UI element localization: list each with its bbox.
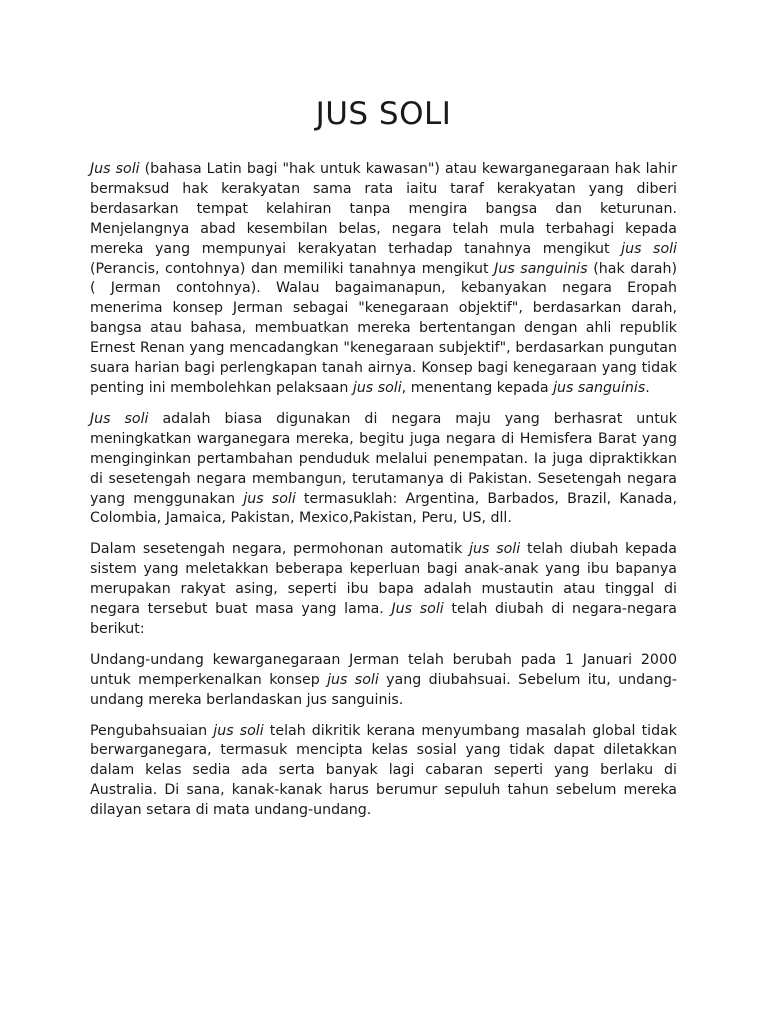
text-run: telah dikritik kerana menyumbang masalah global tidak berwarganegara, termasuk mencipta kelas sosial yang tidak dapat diletakkan dalam kelas sedia ada serta banyak lagi cabaran seperti yang berlaku di Australia. Di sana, kanak-kanak harus berumur sepuluh tahun sebelum mereka dilayan setara di mata undang-undang. [90, 722, 677, 819]
paragraph-1 [90, 160, 677, 399]
text-run: Undang-undang kewarganegaraan Jerman telah berubah pada 1 Januari 2000 untuk memperkenalkan konsep [90, 651, 677, 688]
paragraph-5 [90, 722, 677, 822]
italic-term: Jus soli [90, 410, 149, 427]
paragraph-4 [90, 651, 677, 711]
text-run: . [645, 379, 650, 396]
italic-term: Jus soli [391, 601, 444, 618]
document-body [90, 160, 677, 821]
document-title: JUS SOLI [315, 96, 452, 132]
text-run: Dalam sesetengah negara, permohonan automatik [90, 541, 470, 558]
italic-term: jus soli [327, 671, 379, 688]
italic-term: jus soli [213, 722, 264, 739]
text-run: telah diubah di negara-negara berikut: [90, 601, 677, 637]
document-page [90, 92, 677, 832]
italic-term: jus soli [243, 490, 296, 507]
text-run: termasuklah: Argentina, Barbados, Brazil, Kanada, Colombia, Jamaica, Pakistan, Mexico,Pakistan, Peru, US, dll. [90, 490, 677, 527]
italic-term: jus soli [621, 240, 678, 257]
italic-term: jus sanguinis [553, 379, 646, 396]
text-run: Pengubahsuaian [90, 722, 214, 739]
text-run: (Perancis, contohnya) dan memiliki tanahnya mengikut [90, 260, 495, 277]
text-run: , menentang kepada [401, 379, 554, 396]
text-run: telah diubah kepada sistem yang meletakkan beberapa keperluan bagi anak-anak yang ibu bapanya merupakan rakyat asing, seperti ibu bapa adalah mustautin atau tinggal di negara tersebut buat masa yang lama. [90, 541, 678, 618]
text-run: (bahasa Latin bagi "hak untuk kawasan") atau kewarganegaraan hak lahir bermaksud hak kerakyatan sama rata iaitu taraf kerakyatan yang diberi berdasarkan tempat kelahiran tanpa mengira bangsa dan keturunan. Menjelangnya abad kesembilan belas, negara telah mula terbahagi kepada mereka yang mempunyai kerakyatan terhadap tanahnya mengikut [90, 161, 677, 257]
italic-term: Jus soli [90, 161, 140, 177]
text-run: yang diubahsuai. Sebelum itu, undang-undang mereka berlandaskan jus sanguinis. [90, 671, 677, 708]
italic-term: jus soli [352, 379, 402, 396]
paragraph-3 [90, 540, 677, 640]
italic-term: Jus sanguinis [494, 260, 588, 277]
italic-term: jus soli [469, 541, 521, 558]
text-run: (hak darah) ( Jerman contohnya). Walau bagaimanapun, kebanyakan negara Eropah menerima konsep Jerman sebagai "kenegaraan objektif", berdasarkan darah, bangsa atau bahasa, membuatkan mereka bertentangan dengan ahli republik Ernest Renan yang mencadangkan "kenegaraan subjektif", berdasarkan pungutan suara harian bagi perlengkapan tanah airnya. Konsep bagi kenegaraan yang tidak penting ini membolehkan pelaksaan [90, 260, 678, 396]
text-run: adalah biasa digunakan di negara maju yang berhasrat untuk meningkatkan warganegara mereka, begitu juga negara di Hemisfera Barat yang menginginkan pertambahan penduduk melalui penempatan. Ia juga dipraktikkan di sesetengah negara membangun, terutamanya di Pakistan. Sesetengah negara yang menggunakan [90, 410, 677, 507]
paragraph-2 [90, 410, 677, 529]
